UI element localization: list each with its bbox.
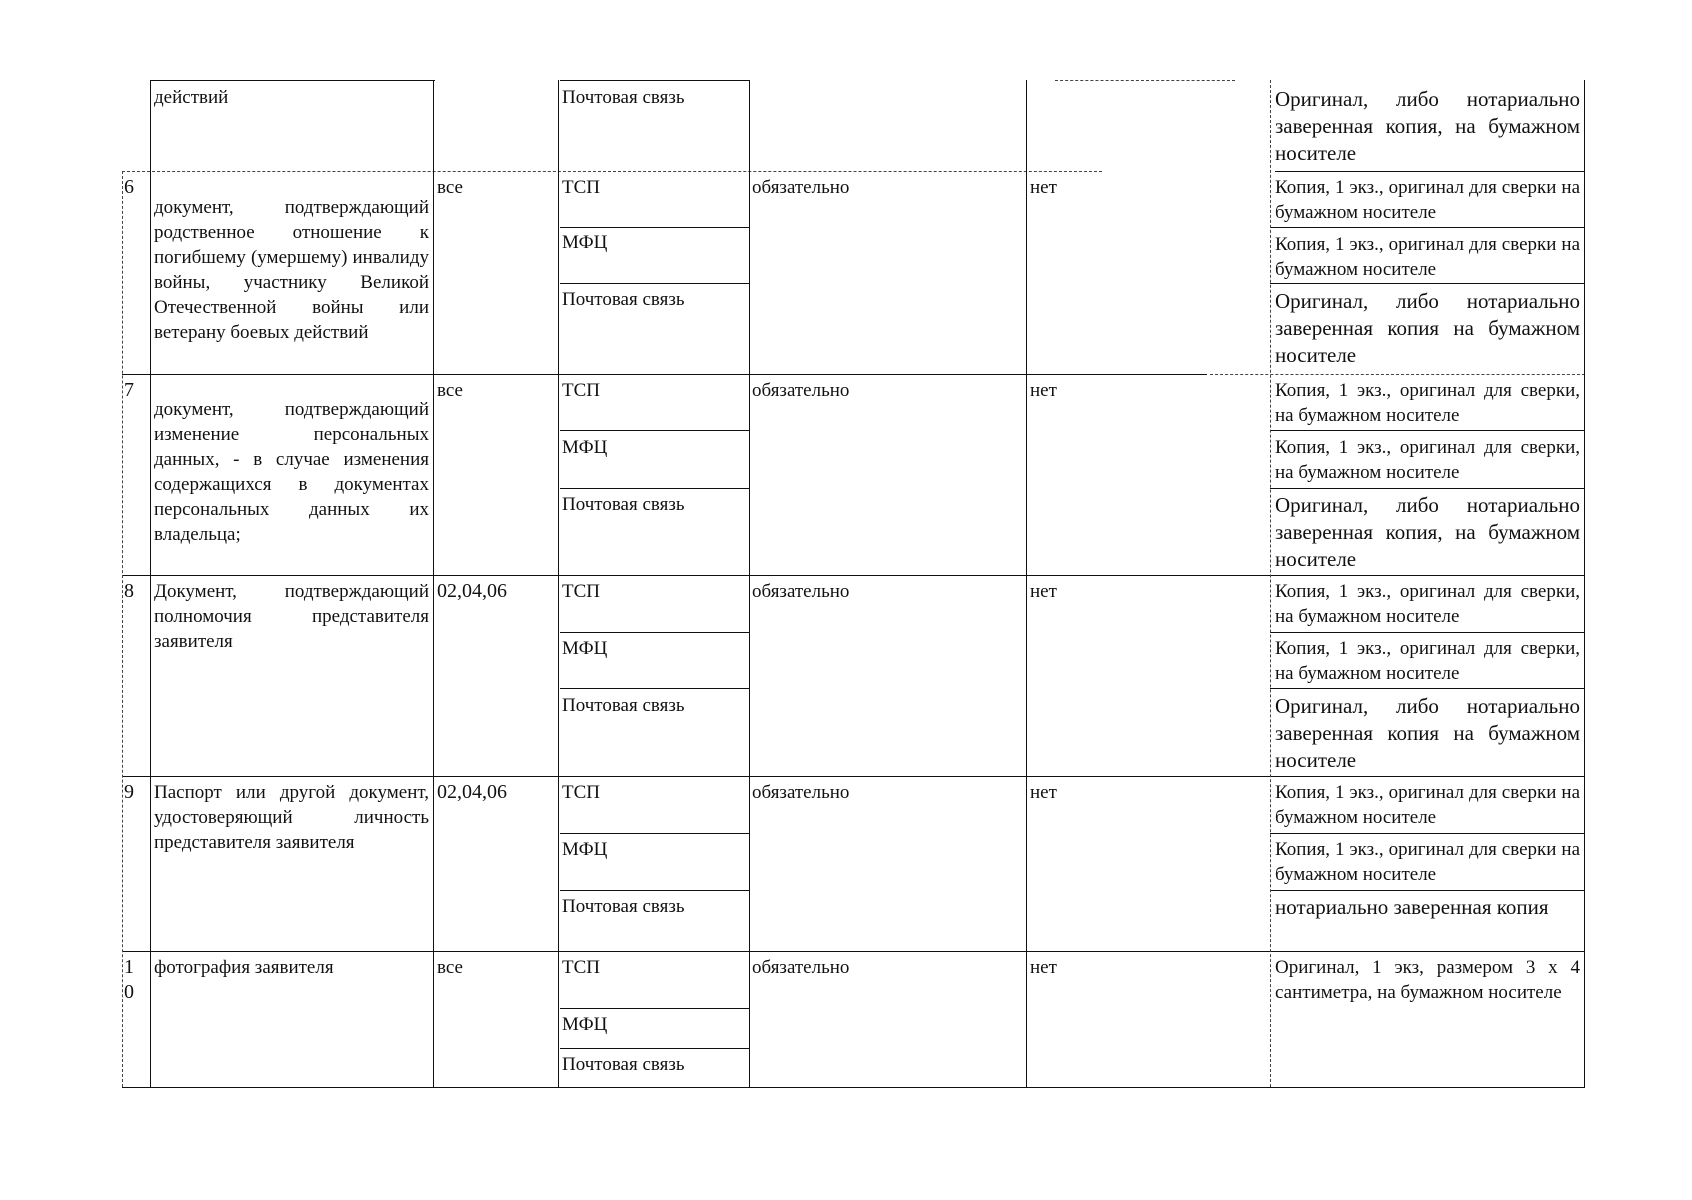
row-rule [1210,374,1585,375]
channel-mfc: МФЦ [562,839,608,860]
channel-post: Почтовая связь [562,695,685,716]
submission-form: Оригинал, 1 экз, размером 3 х 4 сантиметра, на бумажном носителе [1275,957,1580,1003]
sub-rule [1270,688,1585,689]
applicant-category: все [437,380,463,401]
row-number: 7 [124,379,134,401]
required-status: обязательно [752,380,850,401]
extra-condition: нет [1030,782,1057,803]
row-number: 8 [124,580,134,602]
row-number: 9 [124,781,134,803]
row-rule [122,776,1585,777]
row-rule [1275,171,1585,172]
rule [150,80,435,81]
row-rule [122,575,1585,576]
col-rule [122,171,123,1087]
submission-form: нотариально заверенная копия [1275,895,1549,919]
col-rule [1270,80,1271,1087]
sub-rule [1270,488,1585,489]
sub-rule [1270,227,1585,228]
extra-condition: нет [1030,177,1057,198]
extra-condition: нет [1030,581,1057,602]
channel-tsp: ТСП [562,957,600,978]
submission-form: Копия, 1 экз., оригинал для сверки, на бумажном носителе [1275,581,1580,627]
channel-post: Почтовая связь [562,1054,685,1075]
document-name: Паспорт или другой документ, удостоверяющий личность представителя заявителя [154,782,429,853]
channel-mfc: МФЦ [562,638,608,659]
sub-rule [1270,283,1585,284]
sub-rule [560,430,750,431]
row-rule [122,374,1207,375]
required-status: обязательно [752,782,850,803]
submission-form: Копия, 1 экз., оригинал для сверки, на бумажном носителе [1275,380,1580,426]
rule [1055,80,1235,81]
channel-mfc: МФЦ [562,1014,608,1035]
channel-post: Почтовая связь [562,289,685,310]
rule [560,80,750,81]
col-rule [749,80,750,1087]
channel-tsp: ТСП [562,380,600,401]
sub-rule [560,488,750,489]
required-status: обязательно [752,957,850,978]
sub-rule [560,632,750,633]
required-status: обязательно [752,177,850,198]
document-name: Документ, подтверждающий полномочия представителя заявителя [154,581,429,652]
top-row-delivery: Почтовая связь [562,87,685,108]
row-rule [122,1087,1585,1088]
submission-form: Оригинал, либо нотариально заверенная копия на бумажном носителе [1275,694,1580,772]
sub-rule [560,890,750,891]
submission-form: Оригинал, либо нотариально заверенная копия на бумажном носителе [1275,289,1580,367]
submission-form: Копия, 1 экз., оригинал для сверки, на бумажном носителе [1275,638,1580,684]
submission-form: Копия, 1 экз., оригинал для сверки на бумажном носителе [1275,177,1580,223]
row-number: 10 [124,956,134,1003]
document-name: фотография заявителя [154,957,334,978]
channel-tsp: ТСП [562,581,600,602]
col-rule [558,80,559,1087]
sub-rule [560,227,750,228]
submission-form: Оригинал, либо нотариально заверенная копия, на бумажном носителе [1275,493,1580,571]
col-rule [1026,80,1027,1087]
channel-post: Почтовая связь [562,896,685,917]
channel-tsp: ТСП [562,782,600,803]
row-rule [122,171,1102,172]
applicant-category: все [437,957,463,978]
required-status: обязательно [752,581,850,602]
sub-rule [560,283,750,284]
row-number: 6 [124,176,134,198]
applicant-category: все [437,177,463,198]
sub-rule [1270,430,1585,431]
submission-form: Копия, 1 экз., оригинал для сверки, на бумажном носителе [1275,437,1580,483]
sub-rule [560,1008,750,1009]
col-rule [150,80,151,1087]
col-rule [433,80,434,1087]
channel-mfc: МФЦ [562,232,608,253]
sub-rule [560,1048,750,1049]
channel-mfc: МФЦ [562,437,608,458]
applicant-category: 02,04,06 [437,781,507,803]
top-row-document-name: действий [154,87,229,108]
submission-form: Копия, 1 экз., оригинал для сверки на бумажном носителе [1275,782,1580,828]
extra-condition: нет [1030,380,1057,401]
sub-rule [560,688,750,689]
document-name: документ, подтверждающий изменение персональных данных, - в случае изменения содержащихся в документах персональных данных их владельца; [154,399,429,545]
sub-rule [1270,890,1585,891]
submission-form: Копия, 1 экз., оригинал для сверки на бумажном носителе [1275,839,1580,885]
submission-form: Копия, 1 экз., оригинал для сверки на бумажном носителе [1275,234,1580,280]
col-rule [1584,80,1585,1087]
document-name: документ, подтверждающий родственное отношение к погибшему (умершему) инвалиду войны, участнику Великой Отечественной войны или ветерану боевых действий [154,197,429,343]
row-rule [122,951,1585,952]
sub-rule [1270,833,1585,834]
sub-rule [560,833,750,834]
channel-post: Почтовая связь [562,494,685,515]
applicant-category: 02,04,06 [437,580,507,602]
channel-tsp: ТСП [562,177,600,198]
top-row-form: Оригинал, либо нотариально заверенная копия, на бумажном носителе [1275,87,1580,165]
extra-condition: нет [1030,957,1057,978]
sub-rule [1270,632,1585,633]
